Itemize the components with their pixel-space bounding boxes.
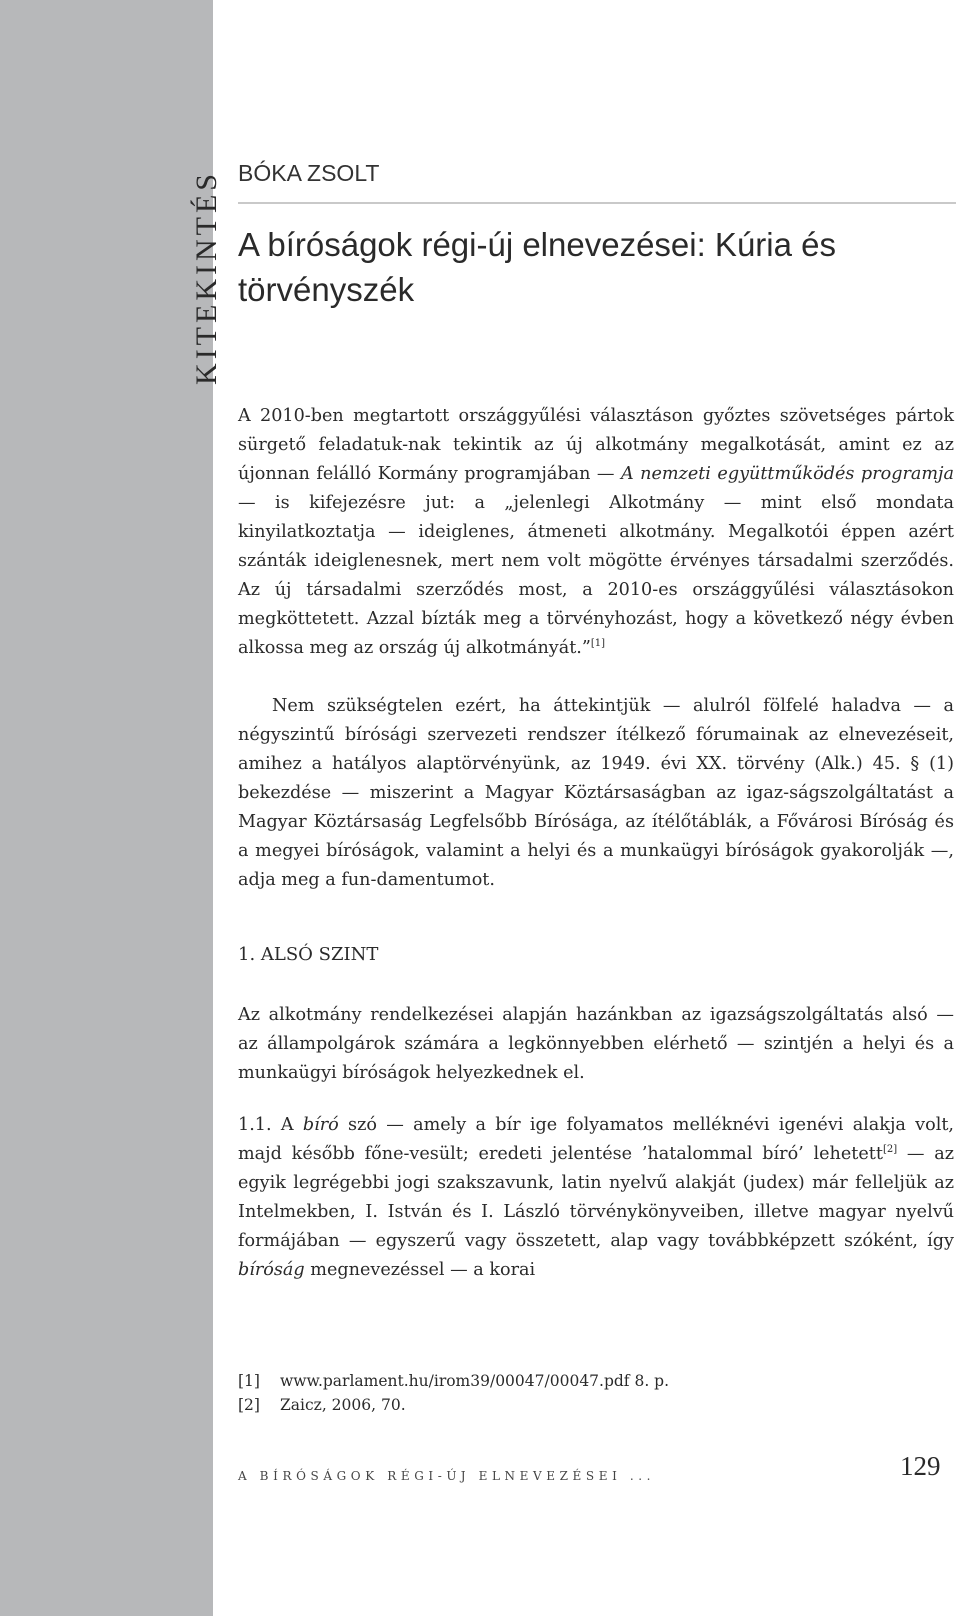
section-heading: 1. ALSÓ SZINT [238,944,379,965]
footnote-text[interactable]: www.parlament.hu/irom39/00047/00047.pdf 8. p. [280,1372,670,1390]
paragraph-text: szó — amely a bír ige folyamatos melléknévi igenévi alakja volt, majd később főne-vesült; eredeti jelentése ’hatalommal bíró’ lehetett [238,1115,955,1164]
running-title: A BÍRÓSÁGOK RÉGI-ÚJ ELNEVEZÉSEI ... [238,1469,656,1483]
paragraph-text: — is kifejezésre jut: a „jelenlegi Alkotmány — mint első mondata kinyilatkoztatja — ideiglenes, átmeneti alkotmány. Megalkotói éppen azért szánták ideiglenesnek, mert nem volt mögötte érvényes társadalmi szerződés. Az új társadalmi szerződés most, a 2010-es országgyűlési választásokon megköttetett. Azzal bízták meg a törvényhozást, hogy a következő négy évben alkossa meg az ország új alkotmányát.” [238,493,954,658]
footnote-2 [238,1393,669,1417]
footnote-text: Zaicz, 2006, 70. [280,1396,406,1414]
footnote-1 [238,1369,669,1393]
footnote-number: [1] [238,1372,260,1390]
footnote-number: [2] [238,1396,260,1414]
paragraph-biro [238,1111,954,1285]
paragraph-text: — az egyik legrégebbi jogi szakszavunk, latin nyelvű alakját (judex) már felleljük az Intelmekben, I. István és I. László törvénykönyveiben, illetve magyar nyelvű formájában — egyszerű vagy összetett, alap vagy továbbképzett szóként, így [238,1144,954,1251]
section-label: KITEKINTÉS [190,170,223,385]
author-name: BÓKA ZSOLT [238,160,380,186]
footnotes [238,1369,669,1417]
paragraph-intro [238,402,954,663]
emphasis-text: bíró [302,1115,339,1135]
section-sidebar [0,0,223,1616]
page-number: 129 [900,1451,941,1481]
paragraph-text: 1.1. A [238,1115,303,1135]
paragraph-text: A 2010-ben megtartott országgyűlési választáson győztes szövetséges pártok sürgető feladatuk-nak tekintik az új alkotmány megalkotását, amint ez az újonnan felálló Kormány programjában — [238,406,954,484]
paragraph-lower-level: Az alkotmány rendelkezései alapján hazánkban az igazságszolgáltatás alsó — az állampolgárok számára a legkönnyebben elérhető — szintjén a helyi és a munkaügyi bíróságok helyezkednek el. [238,1005,954,1083]
emphasis-text: bíróság [238,1260,305,1280]
paragraph-overview: Nem szükségtelen ezért, ha áttekintjük — alulról fölfelé haladva — a négyszintű bírósági szervezeti rendszer ítélkező fórumainak az elnevezéseit, amihez a hatályos alaptörvényünk, az 1949. évi XX. törvény (Alk.) 45. § (1) bekezdése — miszerint a Magyar Köztársaságban az igaz-ságszolgáltatást a Magyar Köztársaság Legfelsőbb Bírósága, az ítélőtáblák, a Fővárosi Bíróság és a megyei bíróságok, valamint a helyi és a munkaügyi bíróságok gyakorolják —, adja meg a fun-damentumot. [238,696,954,890]
paragraph-text: megnevezéssel — a korai [304,1260,536,1280]
footnote-ref[interactable]: [2] [882,1144,898,1156]
article-title: A bíróságok régi-új elnevezései: Kúria és törvényszék [238,226,836,308]
header-divider [238,202,956,204]
footnote-ref[interactable]: [1] [590,638,606,650]
emphasis-text: A nemzeti együttműködés programja [620,464,954,484]
